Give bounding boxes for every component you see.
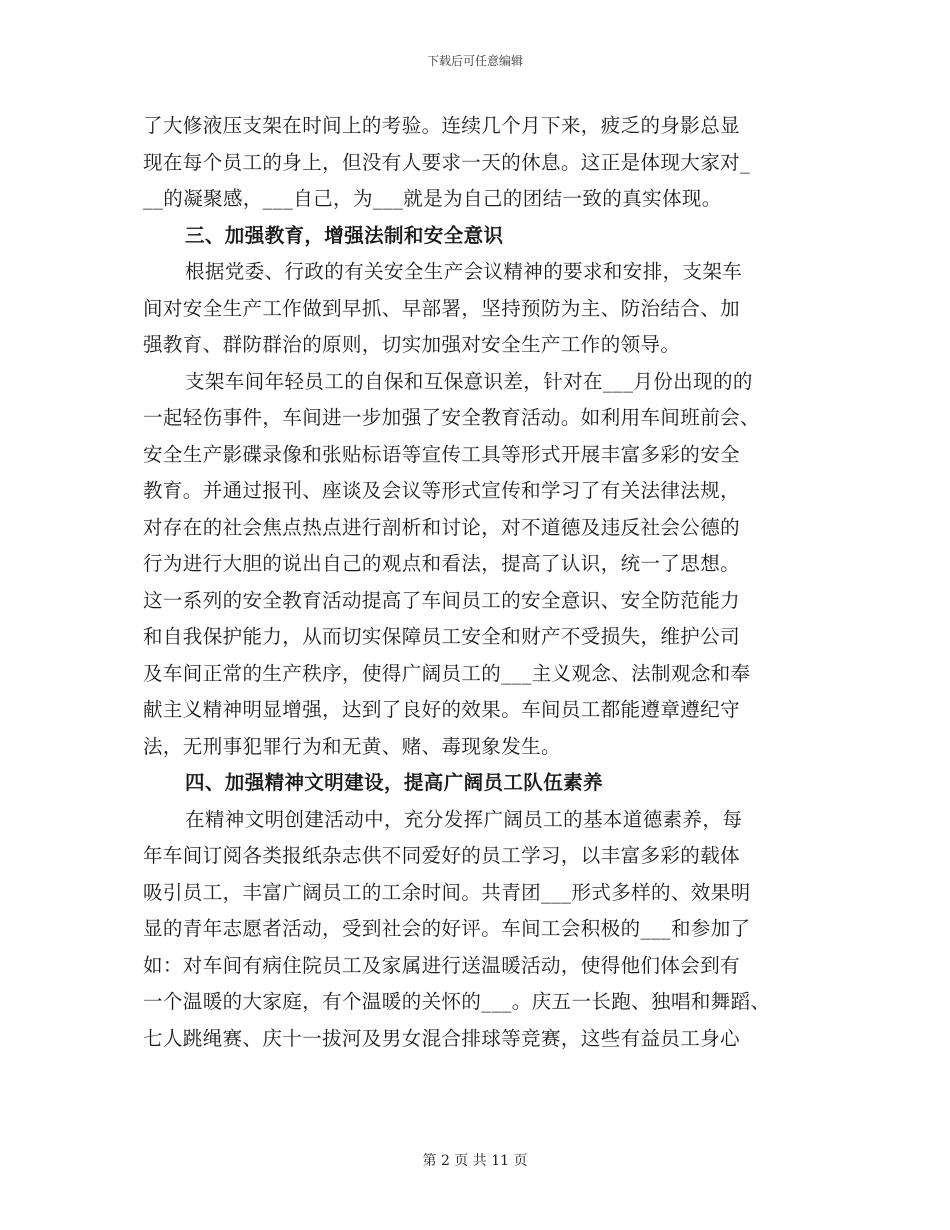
paragraph-line: 行为进行大胆的说出自己的观点和看法，提高了认识，统一了思想。 [143, 552, 741, 575]
page-number-footer: 第 2 页 共 11 页 [422, 1153, 528, 1169]
section-heading: 三、加强教育，增强法制和安全意识 [185, 223, 504, 247]
paragraph-line: 献主义精神明显增强，达到了良好的效果。车间员工都能遵章遵纪守 [143, 698, 741, 721]
paragraph-line: 支架车间年轻员工的自保和互保意识差，针对在___月份出现的的 [185, 369, 753, 393]
paragraph-line: 一个温暖的大家庭，有个温暖的关怀的___。庆五一长跑、独唱和舞蹈、 [143, 990, 771, 1013]
paragraph-line: 教育。并通过报刊、座谈及会议等形式宣传和学习了有关法律法规， [143, 479, 741, 502]
paragraph-line: 这一系列的安全教育活动提高了车间员工的安全意识、安全防范能力 [143, 588, 741, 612]
paragraph-line: 年车间订阅各类报纸杂志供不同爱好的员工学习，以丰富多彩的载体 [143, 844, 741, 867]
paragraph-line: 在精神文明创建活动中，充分发挥广阔员工的基本道德素养，每 [185, 807, 743, 831]
paragraph-line: 了大修液压支架在时间上的考验。连续几个月下来，疲乏的身影总显 [143, 114, 741, 137]
paragraph-line: 对存在的社会焦点热点进行剖析和讨论，对不道德及违反社会公德的 [143, 515, 741, 539]
paragraph-line: 吸引员工，丰富广阔员工的工余时间。共青团___形式多样的、效果明 [143, 880, 751, 904]
document-body [143, 108, 823, 1057]
paragraph-line: 一起轻伤事件，车间进一步加强了安全教育活动。如利用车间班前会、 [143, 406, 760, 429]
paragraph-line: __的凝聚感，___自己，为___就是为自己的团结一致的真实体现。 [143, 187, 722, 210]
paragraph-line: 和自我保护能力，从而切实保障员工安全和财产不受损失，维护公司 [143, 625, 741, 648]
section-heading: 四、加强精神文明建设，提高广阔员工队伍素养 [185, 771, 603, 794]
paragraph-line: 间对安全生产工作做到早抓、早部署，坚持预防为主、防治结合、加 [143, 296, 741, 320]
paragraph-line: 安全生产影碟录像和张贴标语等宣传工具等形式开展丰富多彩的安全 [143, 442, 741, 466]
paragraph-line: 如：对车间有病住院员工及家属进行送温暖活动，使得他们体会到有 [143, 953, 741, 977]
paragraph-line: 法，无刑事犯罪行为和无黄、赌、毒现象发生。 [143, 734, 561, 758]
paragraph-line: 根据党委、行政的有关安全生产会议精神的要求和安排，支架车 [185, 260, 743, 283]
paragraph-line: 七人跳绳赛、庆十一拔河及男女混合排球等竞赛，这些有益员工身心 [143, 1026, 741, 1050]
page-header-note: 下载后可任意编辑 [426, 54, 523, 68]
paragraph-line: 强教育、群防群治的原则，切实加强对安全生产工作的领导。 [143, 333, 681, 356]
paragraph-line: 现在每个员工的身上，但没有人要求一天的休息。这正是体现大家对_ [143, 150, 751, 174]
paragraph-line: 显的青年志愿者活动，受到社会的好评。车间工会积极的___和参加了 [143, 917, 751, 940]
paragraph-line: 及车间正常的生产秩序，使得广阔员工的___主义观念、法制观念和奉 [143, 661, 751, 685]
